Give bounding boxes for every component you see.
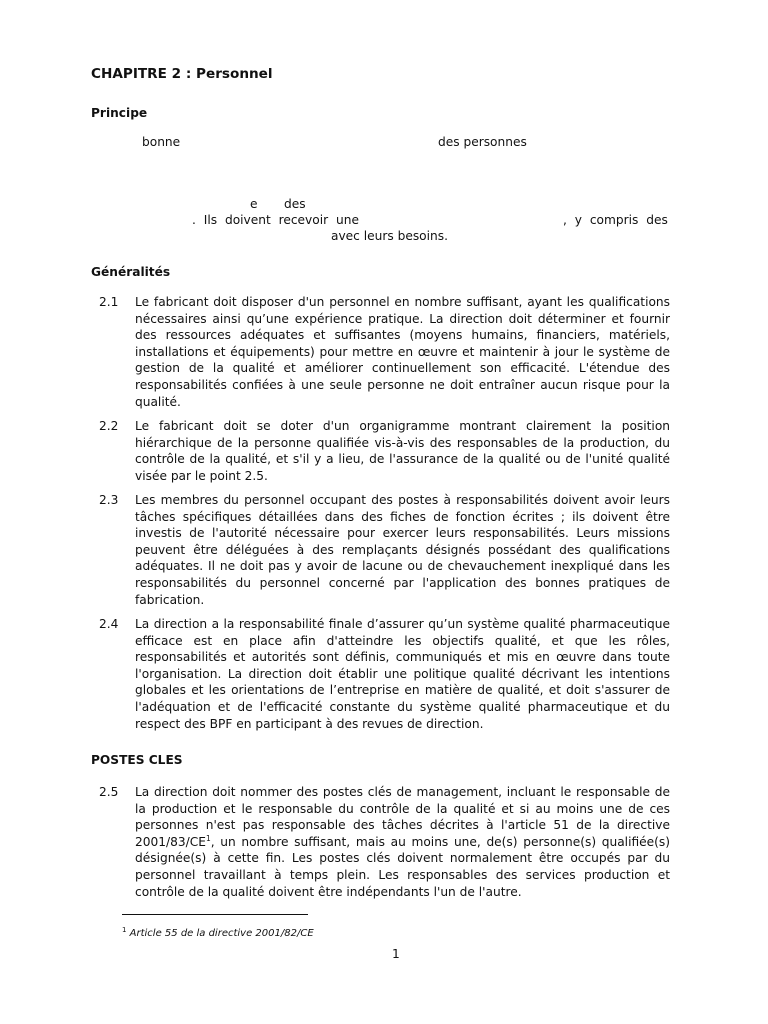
paragraph-2-1: Le fabricant doit disposer d'un personnel en nombre suffisant, ayant les qualifications nécessaires ainsi qu’une expérience pratique. La direction doit déterminer et fournir des ressources adéquates et suffisantes (moyens humains, financiers, matériels, installations et équipements) pour mettre en œuvre et maintenir à jour le système de gestion de la qualité et améliorer continuellement son efficacité. L'étendue des responsabilités confiées à une seule personne ne doit entraîner aucun risque pour la qualité. <box>135 295 670 409</box>
paragraph-2-3: Les membres du personnel occupant des postes à responsabilités doivent avoir leurs tâches spécifiques détaillées dans des fiches de fonction écrites ; ils doivent être investis de l'autorité nécessaire pour exercer leurs responsabilités. Leurs missions peuvent être déléguées à des remplaçants désignés possédant des qualifications adéquates. Il ne doit pas y avoir de lacune ou de chevauchement inexpliqué dans les responsabilités du personnel concerné par l'application des bonnes pratiques de fabrication. <box>135 493 670 607</box>
paragraph-2-5-text: La direction doit nommer des postes clés de management, incluant le responsable de la production et le responsable du contrôle de la qualité et si au moins une de ces personnes n'est pas responsable des tâches décrites à l'article 51 de la directive 2001/83/CE <box>135 785 670 849</box>
paragraph-2-4: La direction a la responsabilité finale d’assurer qu’un système qualité pharmaceutique efficace est en place afin d'atteindre les objectifs qualité, et que les rôles, responsabilités et autorités sont définis, communiqués et mis en œuvre dans toute l'organisation. La direction doit établir une politique qualité décrivant les intentions globales et les orientations de l’entreprise en matière de qualité, et doit s'assurer de l'adéquation et de l'efficacité constante du système qualité pharmaceutique et du respect des BPF en participant à des revues de direction. <box>135 617 670 731</box>
page-number: 1 <box>392 947 400 961</box>
footnote <box>122 922 314 943</box>
footnote-reference[interactable]: 1 <box>205 833 211 843</box>
footnote-separator <box>122 914 308 915</box>
principe-fragment: , y compris des <box>563 213 668 227</box>
paragraph-2-5-text-continued: , un nombre suffisant, mais au moins une, de(s) personne(s) qualifiée(s) désignée(s) à cette fin. Les postes clés doivent normalement être occupés par du personnel travaillant à temps plein. Les responsables des services production et contrôle de la qualité doivent être indépendants l'un de l'autre. <box>135 834 670 899</box>
principe-fragment: des personnes <box>438 135 527 149</box>
paragraph-2-2: Le fabricant doit se doter d'un organigramme montrant clairement la position hiérarchique de la personne qualifiée vis-à-vis des responsables de la production, du contrôle de la qualité, et s'il y a lieu, de l'assurance de la qualité ou de l'unité qualité visée par le point 2.5. <box>135 419 670 483</box>
principe-fragment: des <box>284 197 306 211</box>
principe-fragment: e <box>250 197 258 211</box>
footnote-text: Article 55 de la directive 2001/82/CE <box>129 928 314 939</box>
postes-cles-heading: POSTES CLES <box>91 753 183 767</box>
item-number: 2.1 <box>99 295 119 309</box>
paragraph-2-5 <box>135 784 670 900</box>
generalites-heading: Généralités <box>91 265 171 279</box>
principe-fragment: . Ils doivent recevoir une <box>192 213 359 227</box>
principe-fragment: avec leurs besoins. <box>331 229 448 243</box>
item-number: 2.2 <box>99 419 119 433</box>
item-number: 2.5 <box>99 785 119 799</box>
footnote-marker: 1 <box>122 926 127 934</box>
item-number: 2.4 <box>99 617 119 631</box>
item-number: 2.3 <box>99 493 119 507</box>
principe-fragment: bonne <box>142 135 181 149</box>
chapter-title: CHAPITRE 2 : Personnel <box>91 66 273 82</box>
principe-heading: Principe <box>91 106 148 120</box>
